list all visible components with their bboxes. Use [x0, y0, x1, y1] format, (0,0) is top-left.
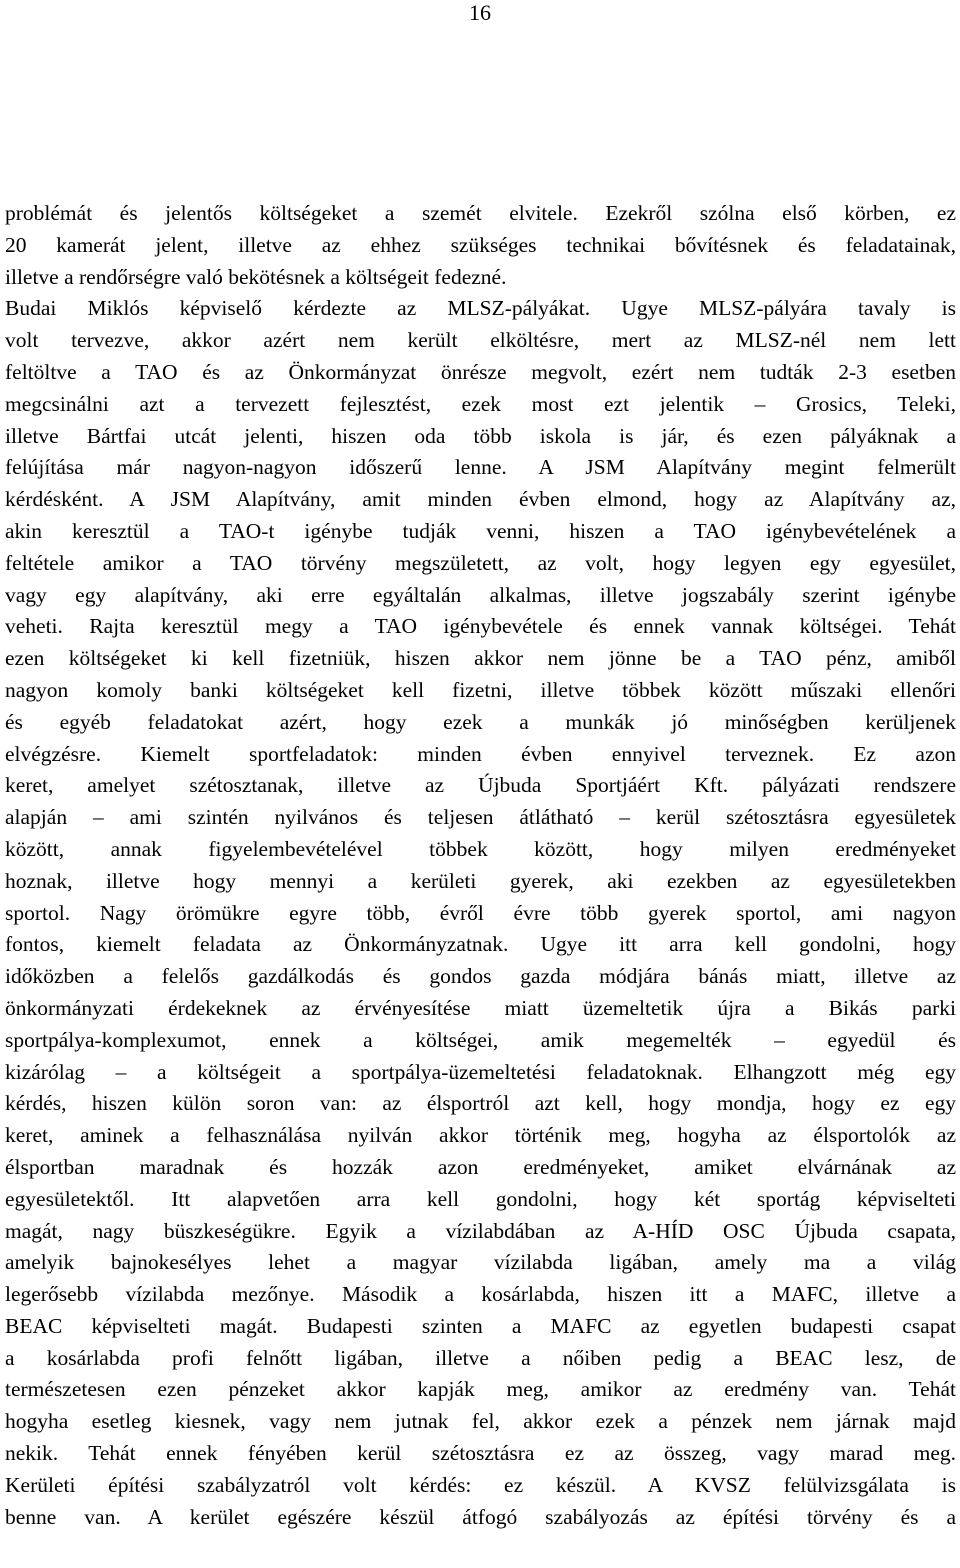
- text-line: volt tervezve, akkor azért nem került elköltésre, mert az MLSZ-nél nem lett: [5, 328, 956, 353]
- document-body: [5, 198, 956, 1533]
- text-line: sportol. Nagy örömükre egyre több, évről évre több gyerek sportol, ami nagyon: [5, 900, 956, 925]
- text-line: benne van. A kerület egészére készül átfogó szabályozás az építési törvény és a: [5, 1504, 956, 1529]
- text-line: természetesen ezen pénzeket akkor kapják meg, amikor az eredmény van. Tehát: [5, 1377, 956, 1402]
- text-line: sportpálya-komplexumot, ennek a költségei, amik megemelték – egyedül és: [5, 1027, 956, 1052]
- text-line: között, annak figyelembevételével többek között, hogy milyen eredményeket: [5, 836, 956, 861]
- text-line: vagy egy alapítvány, aki erre egyáltalán alkalmas, illetve jogszabály szerint igénybe: [5, 582, 956, 607]
- text-line: hogyha esetleg kiesnek, vagy nem jutnak fel, akkor ezek a pénzek nem járnak majd: [5, 1409, 956, 1434]
- text-line: keret, aminek a felhasználása nyilván akkor történik meg, hogyha az élsportolók az: [5, 1123, 956, 1148]
- text-line: kizárólag – a költségeit a sportpálya-üzemeltetési feladatoknak. Elhangzott még egy: [5, 1059, 956, 1084]
- text-line: BEAC képviselteti magát. Budapesti szinten a MAFC az egyetlen budapesti csapat: [5, 1313, 956, 1338]
- text-line: illetve Bártfai utcát jelenti, hiszen oda több iskola is jár, és ezen pályáknak a: [5, 423, 956, 448]
- text-line: problémát és jelentős költségeket a szemét elvitele. Ezekről szólna első körben, ez: [5, 201, 956, 225]
- text-line: Kerületi építési szabályzatról volt kérdés: ez készül. A KVSZ felülvizsgálata is: [5, 1472, 956, 1497]
- text-line: feltétele amikor a TAO törvény megszületett, az volt, hogy legyen egy egyesület,: [5, 550, 956, 575]
- text-line: a kosárlabda profi felnőtt ligában, illetve a nőiben pedig a BEAC lesz, de: [5, 1345, 956, 1370]
- text-line: feltöltve a TAO és az Önkormányzat önrésze megvolt, ezért nem tudták 2-3 esetben: [5, 359, 956, 384]
- text-line: akin keresztül a TAO-t igénybe tudják venni, hiszen a TAO igénybevételének a: [5, 518, 956, 543]
- text-line: nagyon komoly banki költségeket kell fizetni, illetve többek között műszaki ellenőri: [5, 677, 956, 702]
- text-line: ezen költségeket ki kell fizetniük, hiszen akkor nem jönne be a TAO pénz, amiből: [5, 646, 956, 671]
- text-line: megcsinálni azt a tervezett fejlesztést, ezek most ezt jelentik – Grosics, Teleki,: [5, 391, 956, 416]
- text-line: illetve a rendőrségre való bekötésnek a költségeit fedezné.: [5, 264, 507, 289]
- text-line: veheti. Rajta keresztül megy a TAO igénybevétele és ennek vannak költségei. Tehát: [5, 614, 956, 639]
- text-line: alapján – ami szintén nyilvános és teljesen átlátható – kerül szétosztásra egyesületek: [5, 805, 956, 830]
- text-line: legerősebb vízilabda mezőnye. Második a kosárlabda, hiszen itt a MAFC, illetve a: [5, 1282, 956, 1307]
- text-line: élsportban maradnak és hozzák azon eredményeket, amiket elvárnának az: [5, 1154, 956, 1179]
- text-line: magát, nagy büszkeségükre. Egyik a vízilabdában az A-HÍD OSC Újbuda csapata,: [5, 1218, 956, 1243]
- text-line: felújítása már nagyon-nagyon időszerű lenne. A JSM Alapítvány megint felmerült: [5, 455, 956, 480]
- text-line: időközben a felelős gazdálkodás és gondos gazda módjára bánás miatt, illetve az: [5, 964, 956, 989]
- text-line: és egyéb feladatokat azért, hogy ezek a munkák jó minőségben kerüljenek: [5, 709, 956, 734]
- text-line: elvégzésre. Kiemelt sportfeladatok: minden évben ennyivel terveznek. Ez azon: [5, 741, 956, 766]
- text-line: nekik. Tehát ennek fényében kerül szétosztásra ez az összeg, vagy marad meg.: [5, 1441, 956, 1466]
- text-line: egyesületektől. Itt alapvetően arra kell gondolni, hogy két sportág képviselteti: [5, 1186, 956, 1211]
- text-line: kérdés, hiszen külön soron van: az élsportról azt kell, hogy mondja, hogy ez egy: [5, 1091, 956, 1116]
- text-line: 20 kamerát jelent, illetve az ehhez szükséges technikai bővítésnek és feladatainak,: [5, 232, 956, 257]
- text-line: keret, amelyet szétosztanak, illetve az Újbuda Sportjáért Kft. pályázati rendszere: [5, 773, 956, 798]
- text-line: hoznak, illetve hogy mennyi a kerületi gyerek, aki ezekben az egyesületekben: [5, 868, 956, 893]
- text-line: amelyik bajnokesélyes lehet a magyar vízilabda ligában, amely ma a világ: [5, 1250, 956, 1275]
- text-line: kérdésként. A JSM Alapítvány, amit minden évben elmond, hogy az Alapítvány az,: [5, 487, 956, 512]
- text-line: fontos, kiemelt feladata az Önkormányzatnak. Ugye itt arra kell gondolni, hogy: [5, 932, 956, 957]
- text-line: Budai Miklós képviselő kérdezte az MLSZ-pályákat. Ugye MLSZ-pályára tavaly is: [5, 296, 956, 321]
- page-number: 16: [469, 0, 491, 25]
- text-line: önkormányzati érdekeknek az érvényesítése miatt üzemeltetik újra a Bikás parki: [5, 995, 956, 1020]
